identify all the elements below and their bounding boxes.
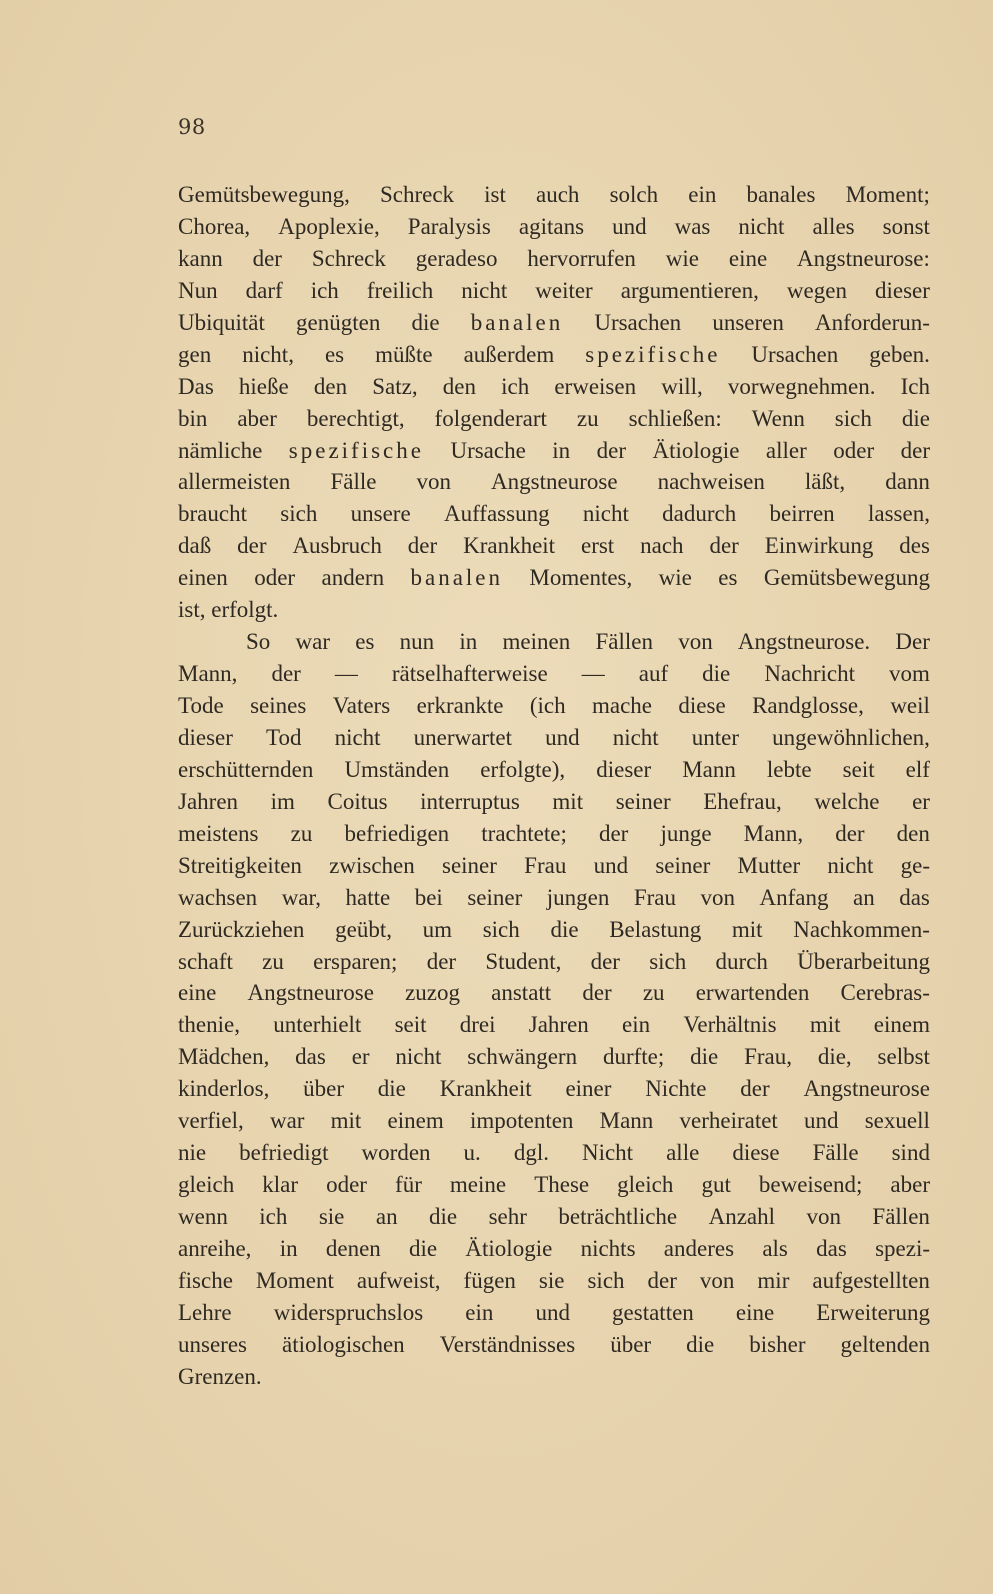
text-line: So war es nun in meinen Fällen von Angstneurose. Der <box>246 629 930 655</box>
text-line: Nun darf ich freilich nicht weiter argumentieren, wegen dieser <box>178 277 930 303</box>
text-line: wachsen war, hatte bei seiner jungen Frau von Anfang an das <box>178 884 930 910</box>
text-line: braucht sich unsere Auffassung nicht dadurch beirren lassen, <box>178 501 930 527</box>
text-line: daß der Ausbruch der Krankheit erst nach der Einwirkung des <box>178 533 930 559</box>
text-line: bin aber berechtigt, folgenderart zu schließen: Wenn sich die <box>178 405 930 431</box>
body-text <box>178 179 930 1393</box>
text-line: allermeisten Fälle von Angstneurose nachweisen läßt, dann <box>178 469 930 495</box>
text-line: wenn ich sie an die sehr beträchtliche Anzahl von Fällen <box>178 1204 930 1229</box>
text-line: einen oder andern banalen Momentes, wie es Gemütsbewegung <box>178 565 930 591</box>
text-line: unseres ätiologischen Verständnisses über die bisher geltenden <box>178 1331 930 1357</box>
text-line: gen nicht, es müßte außerdem spezifische Ursachen geben. <box>178 341 930 367</box>
text-line: Grenzen. <box>178 1363 262 1389</box>
text-line: gleich klar oder für meine These gleich gut beweisend; aber <box>178 1172 930 1198</box>
text-line: kann der Schreck geradeso hervorrufen wie eine Angstneurose: <box>178 245 930 271</box>
text-line: Mann, der — rätselhafterweise — auf die Nachricht vom <box>178 661 930 687</box>
text-line: Zurückziehen geübt, um sich die Belastung mit Nachkommen- <box>178 916 930 942</box>
text-line: nie befriedigt worden u. dgl. Nicht alle diese Fälle sind <box>178 1140 930 1166</box>
text-line: Streitigkeiten zwischen seiner Frau und seiner Mutter nicht ge- <box>178 852 930 878</box>
text-line: meistens zu befriedigen trachtete; der junge Mann, der den <box>178 820 930 846</box>
text-line: Chorea, Apoplexie, Paralysis agitans und was nicht alles sonst <box>178 213 930 239</box>
text-line: Tode seines Vaters erkrankte (ich mache diese Randglosse, weil <box>178 693 930 718</box>
text-line: schaft zu ersparen; der Student, der sich durch Überarbeitung <box>178 948 930 974</box>
text-line: fische Moment aufweist, fügen sie sich der von mir aufgestellten <box>178 1267 930 1293</box>
text-line: kinderlos, über die Krankheit einer Nichte der Angstneurose <box>178 1076 930 1102</box>
text-line: anreihe, in denen die Ätiologie nichts anderes als das spezi- <box>178 1235 930 1261</box>
text-line: ist, erfolgt. <box>178 597 279 623</box>
text-line: Lehre widerspruchslos ein und gestatten eine Erweiterung <box>178 1299 930 1325</box>
text-line: Ubiquität genügten die banalen Ursachen unseren Anforderun- <box>178 309 930 335</box>
text-line: eine Angstneurose zuzog anstatt der zu erwartenden Cerebras- <box>178 980 930 1006</box>
text-line: Jahren im Coitus interruptus mit seiner Ehefrau, welche er <box>178 788 930 814</box>
text-line: Mädchen, das er nicht schwängern durfte; die Frau, die, selbst <box>178 1044 930 1070</box>
text-line: Gemütsbewegung, Schreck ist auch solch ein banales Moment; <box>178 182 930 207</box>
text-line: Das hieße den Satz, den ich erweisen will, vorwegnehmen. Ich <box>178 373 930 399</box>
text-line: dieser Tod nicht unerwartet und nicht unter ungewöhnlichen, <box>178 724 930 750</box>
page-number: 98 <box>178 115 206 139</box>
text-line: erschütternden Umständen erfolgte), dieser Mann lebte seit elf <box>178 756 930 782</box>
text-line: nämliche spezifische Ursache in der Ätiologie aller oder der <box>178 437 930 463</box>
text-line: thenie, unterhielt seit drei Jahren ein Verhältnis mit einem <box>178 1012 930 1038</box>
text-line: verfiel, war mit einem impotenten Mann verheiratet und sexuell <box>178 1108 930 1134</box>
